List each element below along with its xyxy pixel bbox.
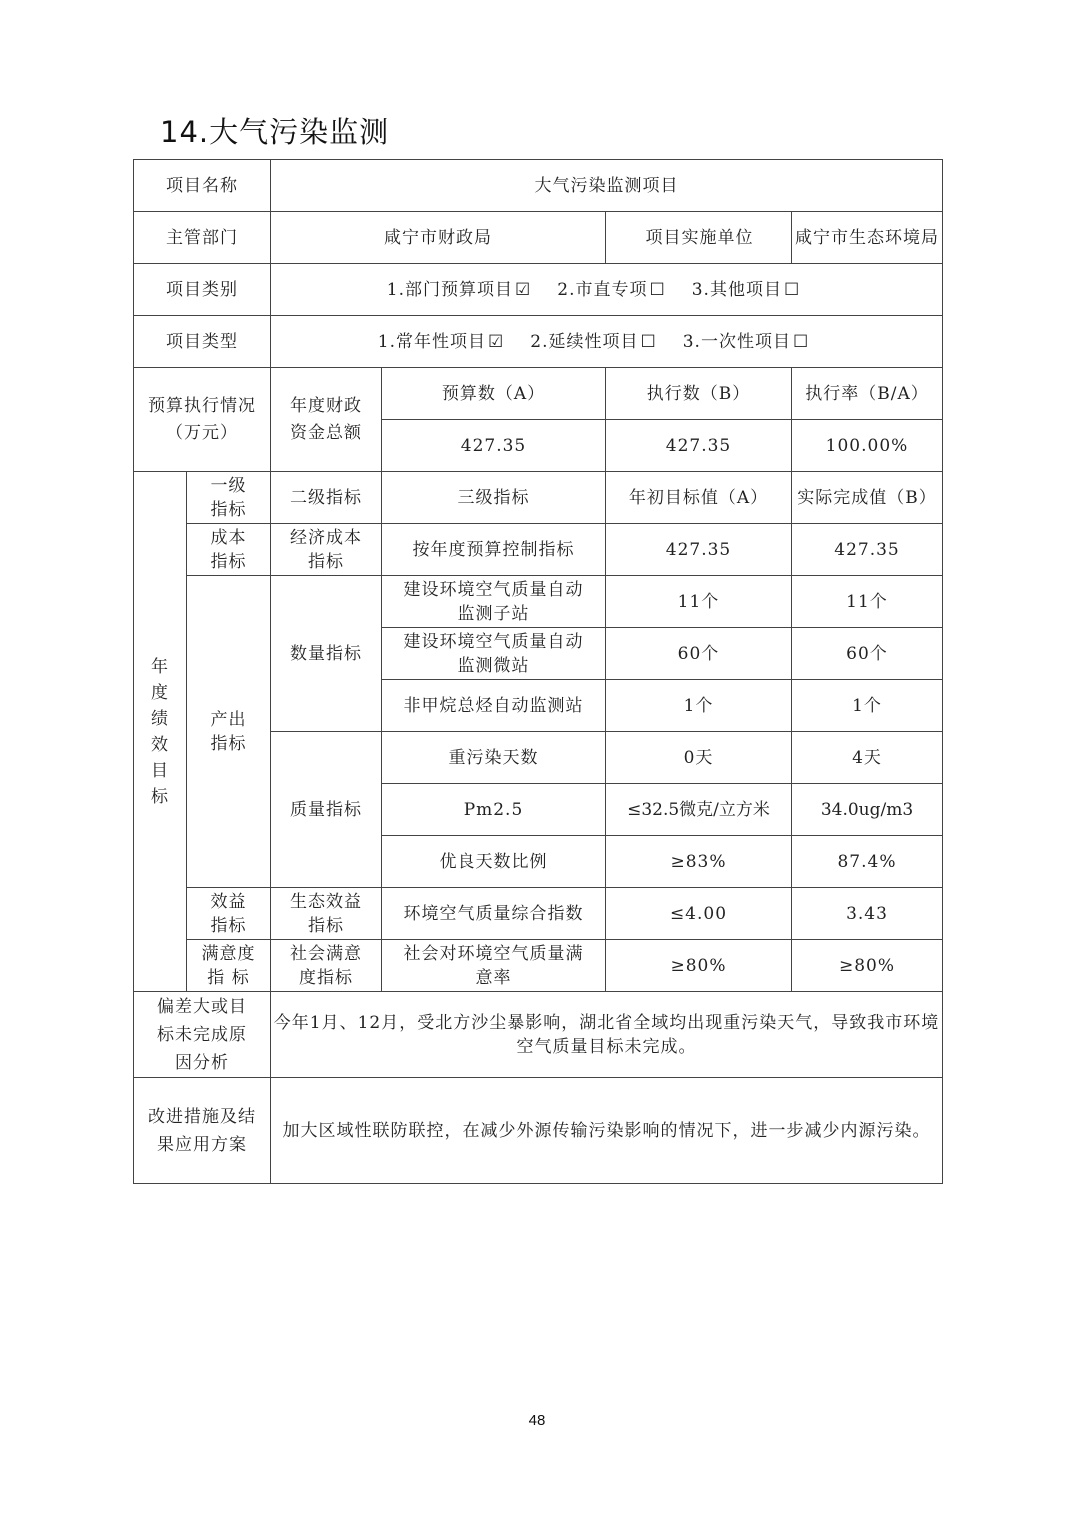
header-target: 年初目标值（A） <box>606 472 792 524</box>
checkbox-checked-icon: ☑ <box>488 331 505 352</box>
table-row <box>134 160 943 212</box>
header-lvl1: 一级指标 <box>187 472 271 524</box>
impl-unit-value: 咸宁市生态环境局 <box>792 212 943 264</box>
table-row <box>134 1078 943 1184</box>
budget-col-a: 预算数（A） <box>382 368 606 420</box>
performance-table <box>133 159 943 1184</box>
qty-lvl3: 建设环境空气质量自动监测子站 <box>382 576 606 628</box>
benefit-lvl1: 效益指标 <box>187 888 271 940</box>
cost-target: 427.35 <box>606 524 792 576</box>
type-option-2: 2.延续性项目 <box>530 331 639 352</box>
deviation-label: 偏差大或目标未完成原因分析 <box>134 992 271 1078</box>
cost-lvl3: 按年度预算控制指标 <box>382 524 606 576</box>
page-title: 14.大气污染监测 <box>160 115 390 149</box>
type-option-1: 1.常年性项目 <box>377 331 486 352</box>
quality-target: ≤32.5微克/立方米 <box>606 784 792 836</box>
perf-label: 年度绩效目标 <box>134 472 187 992</box>
budget-col-rate: 执行率（B/A） <box>792 368 943 420</box>
quality-actual: 34.0ug/m3 <box>792 784 943 836</box>
budget-val-a: 427.35 <box>382 420 606 472</box>
type-options <box>271 316 943 368</box>
project-name-value: 大气污染监测项目 <box>271 160 943 212</box>
deviation-text: 今年1月、12月，受北方沙尘暴影响，湖北省全域均出现重污染天气，导致我市环境空气质量目标未完成。 <box>271 992 943 1078</box>
budget-val-rate: 100.00% <box>792 420 943 472</box>
qty-actual: 60个 <box>792 628 943 680</box>
cost-lvl1: 成本指标 <box>187 524 271 576</box>
qty-actual: 1个 <box>792 680 943 732</box>
quality-lvl3: 重污染天数 <box>382 732 606 784</box>
benefit-lvl2: 生态效益指标 <box>271 888 382 940</box>
benefit-actual: 3.43 <box>792 888 943 940</box>
table-row <box>134 940 943 992</box>
cost-lvl2: 经济成本指标 <box>271 524 382 576</box>
budget-col-b: 执行数（B） <box>606 368 792 420</box>
table-row <box>134 472 943 524</box>
checkbox-empty-icon: ☐ <box>649 279 666 300</box>
type-option-3: 3.一次性项目 <box>682 331 791 352</box>
checkbox-empty-icon: ☐ <box>640 331 657 352</box>
benefit-lvl3: 环境空气质量综合指数 <box>382 888 606 940</box>
table-row <box>134 992 943 1078</box>
quality-lvl3: Pm2.5 <box>382 784 606 836</box>
table-row <box>134 368 943 420</box>
category-option-2: 2.市直专项 <box>557 279 648 300</box>
dept-value: 咸宁市财政局 <box>271 212 606 264</box>
qty-target: 11个 <box>606 576 792 628</box>
cost-actual: 427.35 <box>792 524 943 576</box>
page-number: 48 <box>528 1412 546 1429</box>
quality-target: 0天 <box>606 732 792 784</box>
quality-actual: 4天 <box>792 732 943 784</box>
satisfaction-lvl1: 满意度指 标 <box>187 940 271 992</box>
benefit-target: ≤4.00 <box>606 888 792 940</box>
satisfaction-target: ≥80% <box>606 940 792 992</box>
qty-target: 1个 <box>606 680 792 732</box>
header-lvl3: 三级指标 <box>382 472 606 524</box>
qty-target: 60个 <box>606 628 792 680</box>
category-option-1: 1.部门预算项目 <box>386 279 513 300</box>
impl-unit-label: 项目实施单位 <box>606 212 792 264</box>
category-options <box>271 264 943 316</box>
satisfaction-lvl3: 社会对环境空气质量满意率 <box>382 940 606 992</box>
category-option-3: 3.其他项目 <box>691 279 782 300</box>
dept-label: 主管部门 <box>134 212 271 264</box>
checkbox-empty-icon: ☐ <box>792 331 810 352</box>
category-label: 项目类别 <box>134 264 271 316</box>
checkbox-checked-icon: ☑ <box>515 279 532 300</box>
table-row <box>134 888 943 940</box>
quality-lvl3: 优良天数比例 <box>382 836 606 888</box>
improvement-label: 改进措施及结果应用方案 <box>134 1078 271 1184</box>
qty-lvl3: 建设环境空气质量自动监测微站 <box>382 628 606 680</box>
satisfaction-actual: ≥80% <box>792 940 943 992</box>
table-row <box>134 524 943 576</box>
project-name-label: 项目名称 <box>134 160 271 212</box>
header-lvl2: 二级指标 <box>271 472 382 524</box>
budget-sub-label: 年度财政资金总额 <box>271 368 382 472</box>
quality-lvl2: 质量指标 <box>271 732 382 888</box>
improvement-text: 加大区域性联防联控，在减少外源传输污染影响的情况下，进一步减少内源污染。 <box>271 1078 943 1184</box>
qty-lvl3: 非甲烷总烃自动监测站 <box>382 680 606 732</box>
table-row <box>134 576 943 628</box>
satisfaction-lvl2: 社会满意度指标 <box>271 940 382 992</box>
qty-actual: 11个 <box>792 576 943 628</box>
table-row <box>134 316 943 368</box>
qty-lvl2: 数量指标 <box>271 576 382 732</box>
table-row <box>134 264 943 316</box>
budget-val-b: 427.35 <box>606 420 792 472</box>
type-label: 项目类型 <box>134 316 271 368</box>
quality-actual: 87.4% <box>792 836 943 888</box>
table-row <box>134 212 943 264</box>
quality-target: ≥83% <box>606 836 792 888</box>
header-actual: 实际完成值（B） <box>792 472 943 524</box>
budget-label: 预算执行情况（万元） <box>134 368 271 472</box>
output-lvl1: 产出指标 <box>187 576 271 888</box>
checkbox-empty-icon: ☐ <box>783 279 801 300</box>
